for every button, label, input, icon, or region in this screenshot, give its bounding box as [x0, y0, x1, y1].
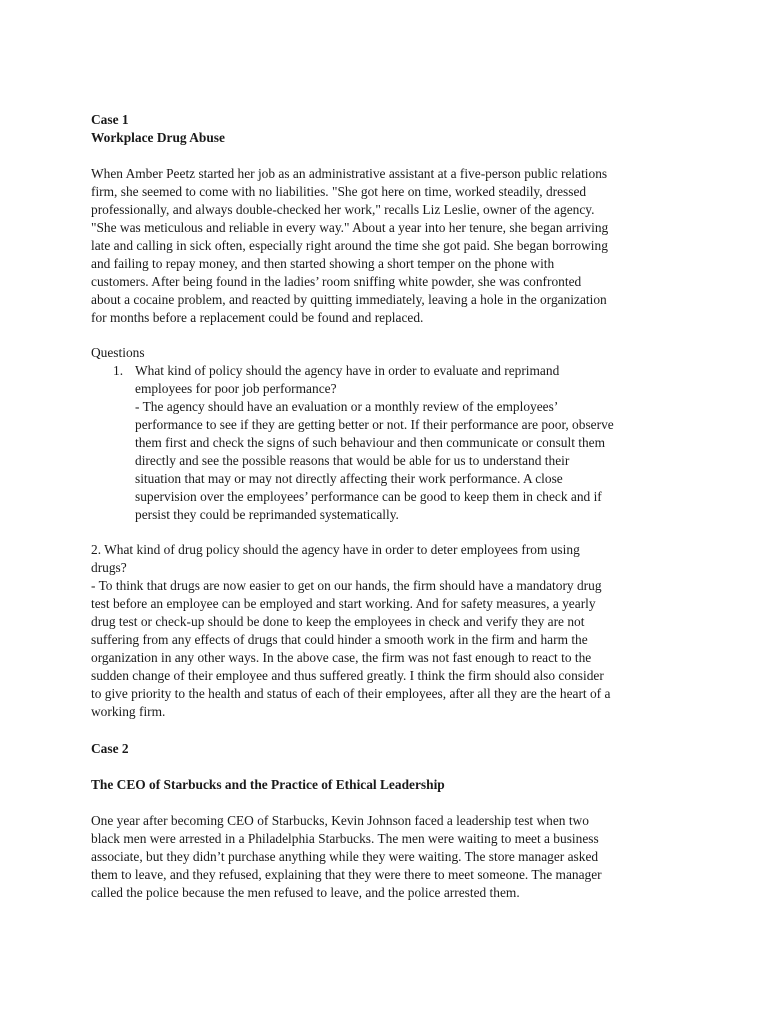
- answer-2-line: working firm.: [91, 704, 166, 719]
- answer-1-line: persist they could be reprimanded systematically.: [135, 507, 399, 522]
- case2-title: The CEO of Starbucks and the Practice of Ethical Leadership: [91, 777, 445, 792]
- paragraph-line: professionally, and always double-checked her work," recalls Liz Leslie, owner of the agency.: [91, 202, 595, 217]
- paragraph-line: and failing to repay money, and then started showing a short temper on the phone with: [91, 256, 555, 271]
- case1-title: Workplace Drug Abuse: [91, 130, 225, 145]
- question-2-line: 2. What kind of drug policy should the agency have in order to deter employees from using: [91, 542, 580, 557]
- answer-1-line: - The agency should have an evaluation or a monthly review of the employees’: [135, 399, 559, 414]
- paragraph-line: When Amber Peetz started her job as an administrative assistant at a five-person public relations: [91, 166, 608, 181]
- answer-2-line: organization in any other ways. In the above case, the firm was not fast enough to react to the: [91, 650, 592, 665]
- questions-heading: [91, 344, 681, 362]
- questions-label: Questions: [91, 345, 145, 360]
- paragraph-line: them to leave, and they refused, explaining that they were there to meet someone. The manager: [91, 867, 602, 882]
- answer-1-line: supervision over the employees’ performance can be good to keep them in check and if: [135, 489, 602, 504]
- answer-2-line: test before an employee can be employed and start working. And for safety measures, a yearly: [91, 596, 596, 611]
- answer-1-line: situation that may or may not directly affecting their work performance. A close: [135, 471, 563, 486]
- case1-label: Case 1: [91, 112, 129, 127]
- paragraph-line: about a cocaine problem, and reacted by quitting immediately, leaving a hole in the organization: [91, 292, 607, 307]
- answer-1-line: them first and check the signs of such behaviour and then communicate or consult them: [135, 435, 606, 450]
- paragraph-line: One year after becoming CEO of Starbucks, Kevin Johnson faced a leadership test when two: [91, 813, 589, 828]
- question-1-number: 1.: [113, 363, 124, 378]
- paragraph-line: black men were arrested in a Philadelphia Starbucks. The men were waiting to meet a business: [91, 831, 599, 846]
- answer-2-line: to give priority to the health and status of each of their employees, after all they are the heart of a: [91, 686, 611, 701]
- case1-intro-paragraph: [91, 165, 681, 327]
- answer-1-line: directly and see the possible reasons that would be able for us to understand their: [135, 453, 570, 468]
- paragraph-line: "She was meticulous and reliable in every way." About a year into her tenure, she began arriving: [91, 220, 609, 235]
- paragraph-line: late and calling in sick often, especially right around the time she got paid. She began borrowing: [91, 238, 608, 253]
- question-1-block: [135, 362, 695, 524]
- question-1-line: employees for poor job performance?: [135, 381, 337, 396]
- answer-2-line: - To think that drugs are now easier to get on our hands, the firm should have a mandatory drug: [91, 578, 602, 593]
- answer-2-line: sudden change of their employee and thus suffered greatly. I think the firm should also consider: [91, 668, 604, 683]
- case2-label: Case 2: [91, 741, 129, 756]
- case2-title-block: [91, 776, 681, 794]
- paragraph-line: firm, she seemed to come with no liabilities. "She got here on time, worked steadily, dressed: [91, 184, 587, 199]
- paragraph-line: for months before a replacement could be found and replaced.: [91, 310, 424, 325]
- paragraph-line: called the police because the men refused to leave, and the police arrested them.: [91, 885, 520, 900]
- answer-1-line: performance to see if they are getting better or not. If their performance are poor, observe: [135, 417, 614, 432]
- case1-heading: [91, 111, 681, 147]
- answer-2-line: suffering from any effects of drugs that could hinder a smooth work in the firm and harm the: [91, 632, 588, 647]
- case2-intro-paragraph: [91, 812, 681, 902]
- question-1-line: What kind of policy should the agency have in order to evaluate and reprimand: [135, 363, 560, 378]
- question-2-line: drugs?: [91, 560, 127, 575]
- paragraph-line: associate, but they didn’t purchase anything while they were waiting. The store manager asked: [91, 849, 599, 864]
- case2-heading: [91, 740, 681, 758]
- paragraph-line: customers. After being found in the ladies’ room sniffing white powder, she was confronted: [91, 274, 582, 289]
- answer-2-line: drug test or check-up should be done to keep the employees in check and verify they are not: [91, 614, 585, 629]
- question-2-block: [91, 541, 681, 721]
